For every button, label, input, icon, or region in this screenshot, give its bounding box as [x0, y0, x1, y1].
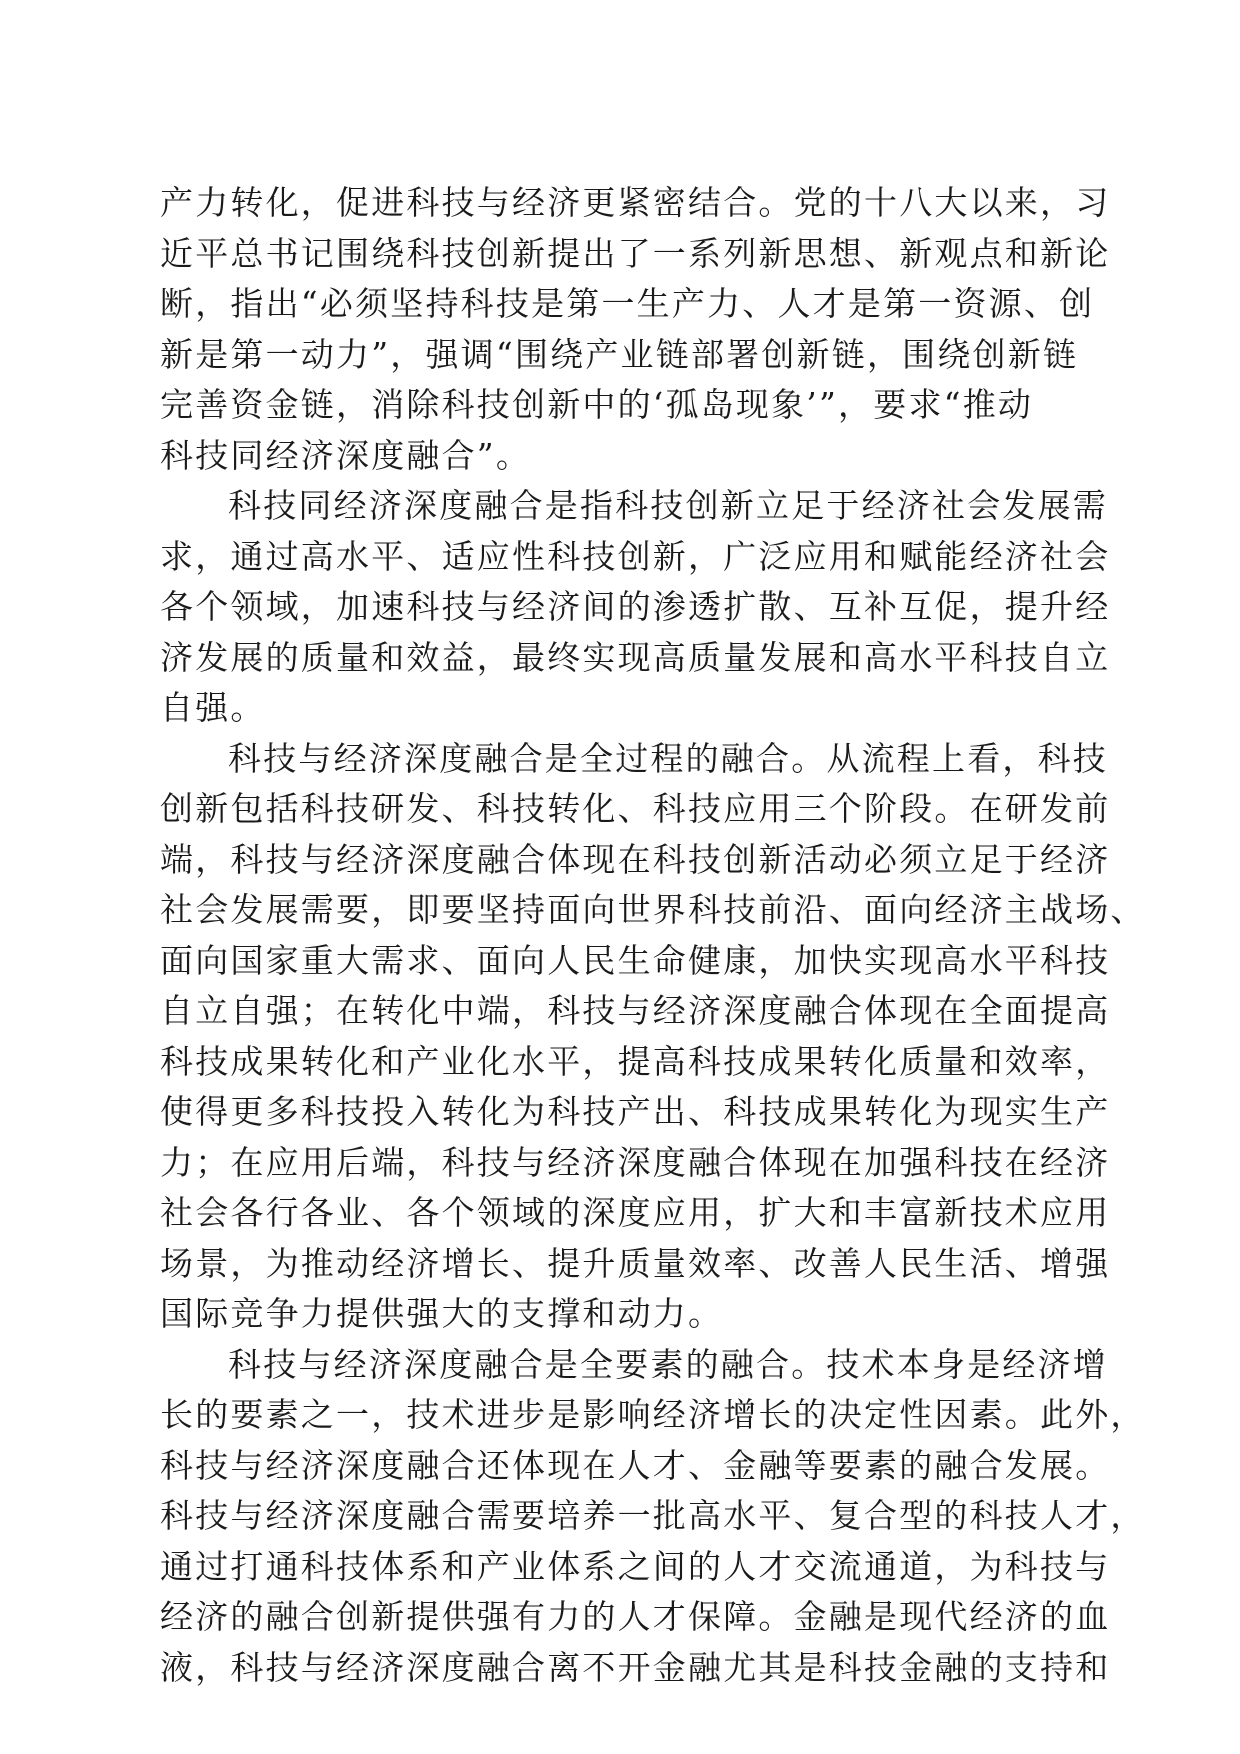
- text-line: 社会各行各业、各个领域的深度应用，扩大和丰富新技术应用: [160, 1193, 1111, 1232]
- text-line: 创新包括科技研发、科技转化、科技应用三个阶段。在研发前: [160, 789, 1111, 828]
- text-line: 通过打通科技体系和产业体系之间的人才交流通道，为科技与: [160, 1546, 1111, 1586]
- text-line: 自立自强；在转化中端，科技与经济深度融合体现在全面提高: [160, 991, 1111, 1030]
- text-line: 科技与经济深度融合还体现在人才、金融等要素的融合发展。: [160, 1445, 1111, 1485]
- paragraph-first-line: 科技同经济深度融合是指科技创新立足于经济社会发展需: [228, 486, 1108, 525]
- text-line: 液，科技与经济深度融合离不开金融尤其是科技金融的支持和: [160, 1647, 1111, 1687]
- paragraph-first-line: 科技与经济深度融合是全过程的融合。从流程上看，科技: [228, 738, 1108, 778]
- text-line: 力；在应用后端，科技与经济深度融合体现在加强科技在经济: [160, 1142, 1111, 1182]
- text-line: 经济的融合创新提供强有力的人才保障。金融是现代经济的血: [160, 1597, 1111, 1636]
- text-line: 科技与经济深度融合需要培养一批高水平、复合型的科技人才，: [160, 1496, 1146, 1535]
- text-line: 近平总书记围绕科技创新提出了一系列新思想、新观点和新论: [160, 233, 1111, 273]
- paragraph-first-line: 科技与经济深度融合是全要素的融合。技术本身是经济增: [228, 1344, 1108, 1384]
- text-line: 国际竞争力提供强大的支撑和动力。: [160, 1294, 724, 1333]
- text-line: 社会发展需要，即要坚持面向世界科技前沿、面向经济主战场、: [160, 890, 1146, 929]
- text-line: 济发展的质量和效益，最终实现高质量发展和高水平科技自立: [160, 637, 1111, 677]
- text-line: 科技同经济深度融合”。: [160, 435, 532, 475]
- text-line: 使得更多科技投入转化为科技产出、科技成果转化为现实生产: [160, 1092, 1111, 1131]
- text-line: 新是第一动力”，强调“围绕产业链部署创新链，围绕创新链: [160, 334, 1079, 374]
- text-line: 长的要素之一，技术进步是影响经济增长的决定性因素。此外，: [160, 1395, 1146, 1434]
- text-line: 自强。: [160, 688, 266, 727]
- body-text: [160, 178, 1146, 1693]
- text-line: 求，通过高水平、适应性科技创新，广泛应用和赋能经济社会: [160, 536, 1111, 576]
- text-line: 各个领域，加速科技与经济间的渗透扩散、互补互促，提升经: [160, 587, 1111, 626]
- text-line: 完善资金链，消除科技创新中的‘孤岛现象’”，要求“推动: [160, 385, 1034, 424]
- text-line: 面向国家重大需求、面向人民生命健康，加快实现高水平科技: [160, 940, 1111, 980]
- text-line: 产力转化，促进科技与经济更紧密结合。党的十八大以来，习: [160, 183, 1111, 222]
- text-line: 科技成果转化和产业化水平，提高科技成果转化质量和效率，: [160, 1041, 1111, 1081]
- text-line: 断，指出“必须坚持科技是第一生产力、人才是第一资源、创: [160, 284, 1095, 323]
- text-line: 场景，为推动经济增长、提升质量效率、改善人民生活、增强: [160, 1243, 1111, 1283]
- text-line: 端，科技与经济深度融合体现在科技创新活动必须立足于经济: [160, 839, 1111, 879]
